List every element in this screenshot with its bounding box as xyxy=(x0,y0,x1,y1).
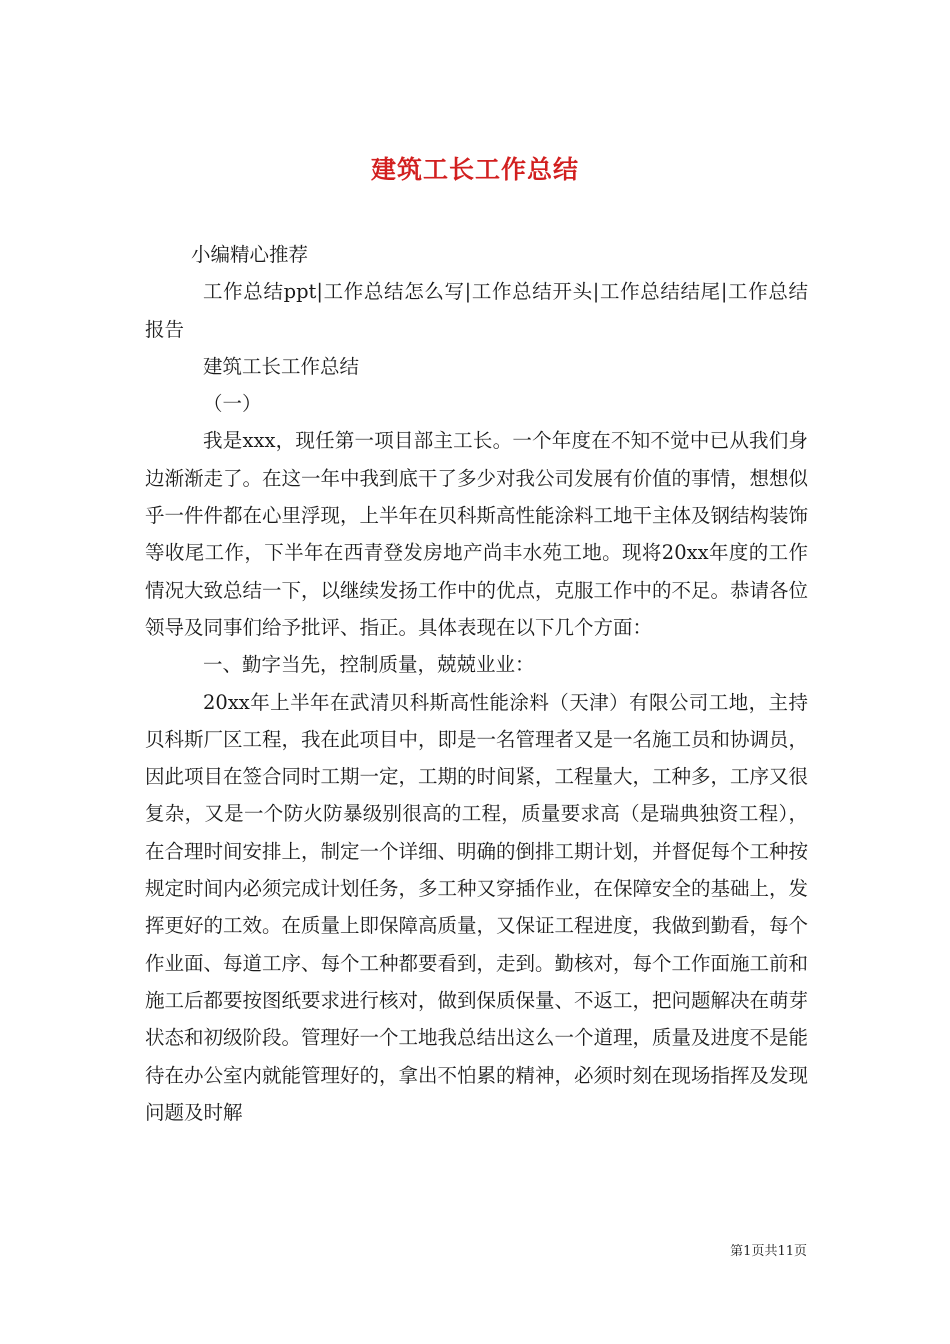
body-paragraph: 20xx年上半年在武清贝科斯高性能涂料（天津）有限公司工地，主持贝科斯厂区工程，我在此项目中，即是一名管理者又是一名施工员和协调员，因此项目在签合同时工期一定，工期的时间紧，工程量大，工种多，工序又很复杂，又是一个防火防暴级别很高的工程，质量要求高（是瑞典独资工程），在合理时间安排上，制定一个详细、明确的倒排工期计划，并督促每个工种按规定时间内必须完成计划任务，多工种又穿插作业，在保障安全的基础上，发挥更好的工效。在质量上即保障高质量，又保证工程进度，我做到勤看，每个作业面、每道工序、每个工种都要看到，走到。勤核对，每个工作面施工前和施工后都要按图纸要求进行核对，做到保质保量、不返工，把问题解决在萌芽状态和初级阶段。管理好一个工地我总结出这么一个道理，质量及进度不是能待在办公室内就能管理好的，拿出不怕累的精神，必须时刻在现场指挥及发现问题及时解 xyxy=(145,690,809,1124)
document-body xyxy=(145,236,808,1131)
recommend-label: 小编精心推荐 xyxy=(191,243,309,266)
body-paragraph: 我是xxx，现任第一项目部主工长。一个年度在不知不觉中已从我们身边渐渐走了。在这一年中我到底干了多少对我公司发展有价值的事情，想想似乎一件件都在心里浮现，上半年在贝科斯高性能涂料工地干主体及钢结构装饰等收尾工作，下半年在西青登发房地产尚丰水苑工地。现将20xx年度的工作情况大致总结一下，以继续发扬工作中的优点，克服工作中的不足。恭请各位领导及同事们给予批评、指正。具体表现在以下几个方面： xyxy=(145,429,809,639)
section-number: （一） xyxy=(203,392,262,416)
page-number: 第1页共11页 xyxy=(730,1244,807,1259)
document-title: 建筑工长工作总结 xyxy=(370,154,579,184)
related-links[interactable]: 工作总结ppt|工作总结怎么写|工作总结开头|工作总结结尾|工作总结报告 xyxy=(145,280,808,341)
section-heading: 建筑工长工作总结 xyxy=(203,354,360,378)
section-heading-1: 一、勤字当先，控制质量，兢兢业业： xyxy=(203,653,535,677)
